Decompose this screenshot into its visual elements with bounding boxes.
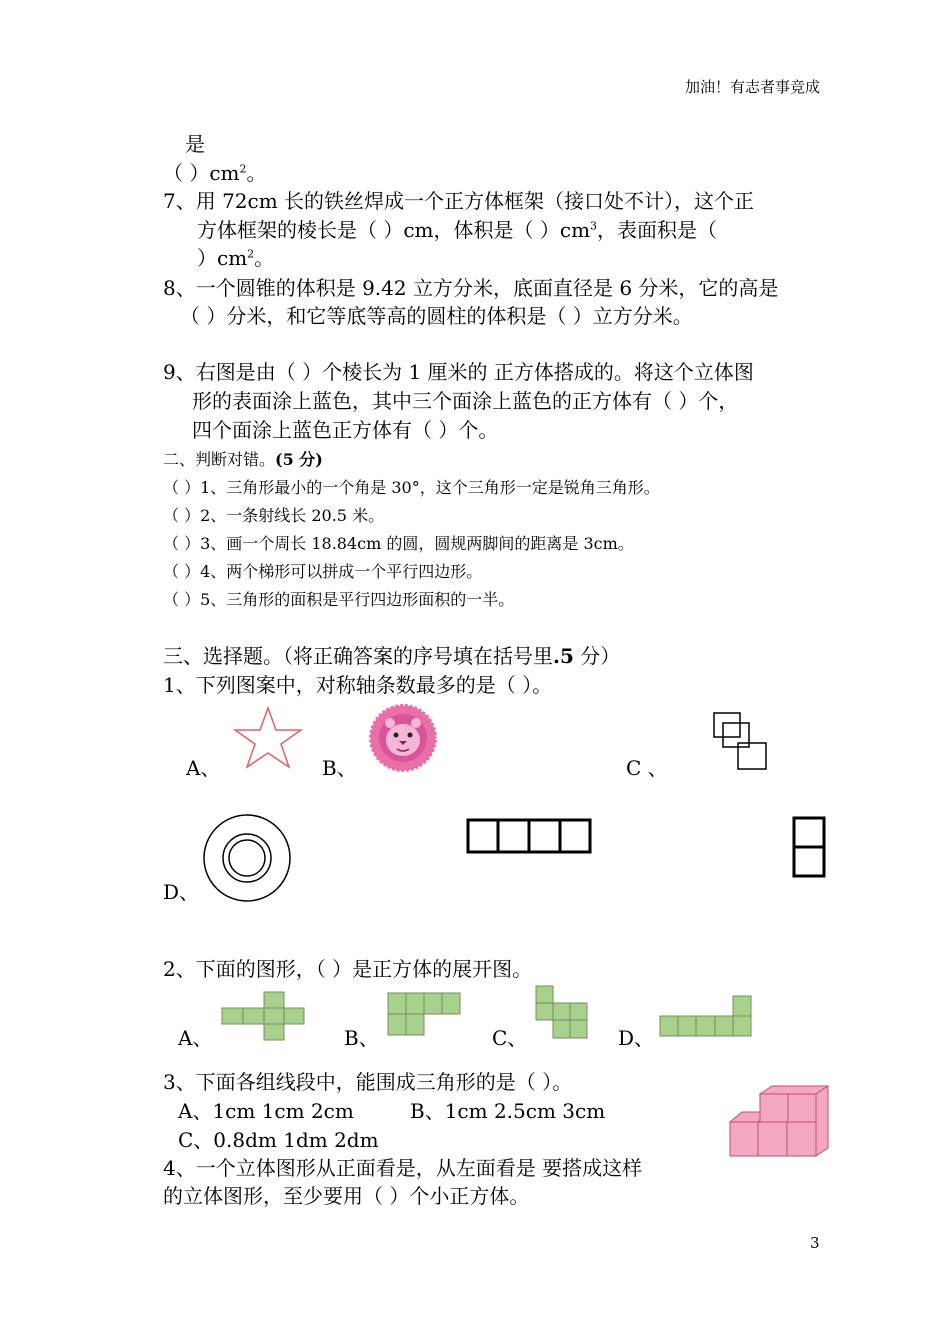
q7-line1: 7、用 72cm 长的铁丝焊成一个正方体框架（接口处不计），这个正 [163, 189, 755, 213]
judge-title: 二、判断对错。(5 分) [163, 450, 323, 469]
squares-figure [712, 711, 770, 771]
choice-title: 三、选择题。（将正确答案的序号填在括号里.5 分） [163, 644, 621, 668]
judge-item-2: （ ）2、一条射线长 20.5 米。 [163, 506, 385, 525]
stacked-cubes-figure [728, 1084, 834, 1158]
judge-item-1: （ ）1、三角形最小的一个角是 30°，这个三角形一定是锐角三角形。 [163, 478, 660, 497]
star-figure [230, 704, 306, 770]
q4-line2: 的立体图形，至少要用（ ）个小正方体。 [163, 1184, 530, 1208]
header-motto: 加油！有志者事竞成 [684, 78, 820, 96]
q6-tail-line2: （ ）$cm^2$。 [163, 161, 267, 185]
q1-text: 1、下列图案中，对称轴条数最多的是（ ）。 [163, 673, 553, 697]
q1-opt-c: C 、 [626, 756, 668, 780]
q8-line1: 8、一个圆锥的体积是 9.42 立方分米，底面直径是 6 分米，它的高是 [163, 276, 779, 300]
q7-line2: 方体框架的棱长是（ ）cm，体积是（ ）$cm^3$，表面积是（ [197, 218, 718, 242]
q2-opt-b: B、 [344, 1026, 379, 1050]
column-boxes-figure [792, 816, 826, 878]
q3-options-row2: C、0.8dm 1dm 2dm [178, 1128, 379, 1152]
net-a-figure [220, 990, 306, 1042]
net-b-figure [386, 991, 462, 1039]
row-boxes-figure [466, 818, 592, 854]
q3-options-row1-a: A、1cm 1cm 2cm [178, 1099, 354, 1123]
q3-options-row1-b: B、1cm 2.5cm 3cm [410, 1099, 606, 1123]
q2-opt-d: D、 [618, 1026, 655, 1050]
q1-opt-a: A、 [186, 756, 221, 780]
page-number: 3 [810, 1234, 820, 1252]
q6-tail-line1: 是 [185, 132, 205, 156]
q9-line1: 9、右图是由（ ）个棱长为 1 厘米的 正方体搭成的。将这个立体图 [163, 360, 754, 384]
q1-opt-d: D、 [163, 880, 200, 904]
q4-line1: 4、一个立体图形从正面看是，从左面看是 要搭成这样 [163, 1156, 643, 1180]
q8-line2: （ ）分米，和它等底等高的圆柱的体积是（ ）立方分米。 [180, 304, 693, 328]
q9-line2: 形的表面涂上蓝色，其中三个面涂上蓝色的正方体有（ ）个， [192, 389, 739, 413]
q3-text: 3、下面各组线段中，能围成三角形的是（ ）。 [163, 1070, 573, 1094]
judge-item-5: （ ）5、三角形的面积是平行四边形面积的一半。 [163, 590, 515, 609]
net-c-figure [534, 984, 590, 1042]
concentric-circles-figure [202, 813, 292, 903]
judge-item-4: （ ）4、两个梯形可以拼成一个平行四边形。 [163, 562, 483, 581]
q1-opt-b: B、 [322, 756, 357, 780]
q7-line3: ）$cm^2$。 [197, 246, 275, 270]
q9-line3: 四个面涂上蓝色正方体有（ ）个。 [192, 418, 499, 442]
q2-opt-a: A、 [178, 1026, 213, 1050]
lion-figure [368, 703, 438, 773]
q2-opt-c: C、 [492, 1026, 528, 1050]
q2-text: 2、下面的图形，（ ）是正方体的展开图。 [163, 957, 533, 981]
judge-item-3: （ ）3、画一个周长 18.84cm 的圆，圆规两脚间的距离是 3cm。 [163, 534, 634, 553]
net-d-figure [658, 994, 754, 1040]
